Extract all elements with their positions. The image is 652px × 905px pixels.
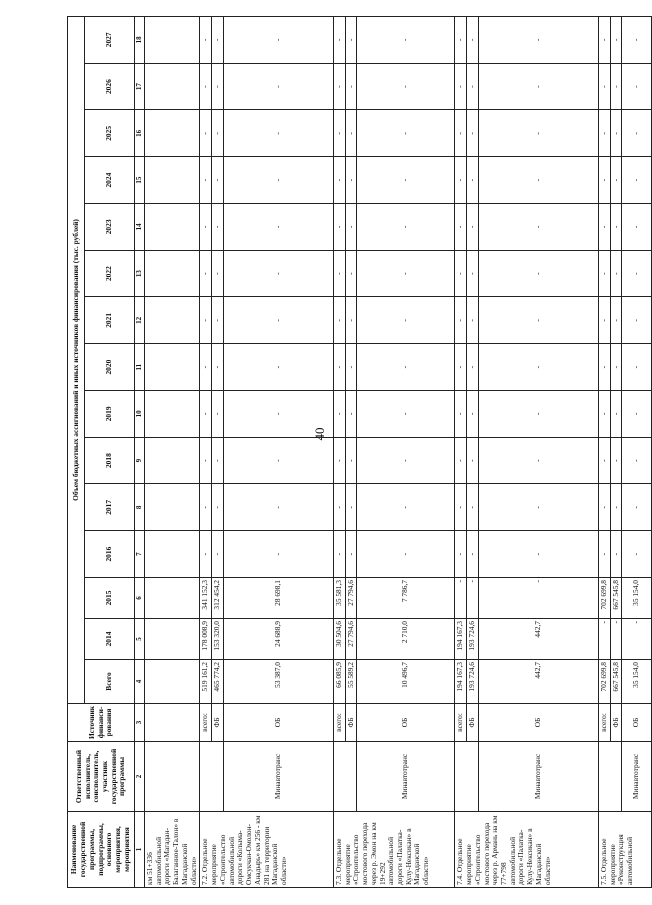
total-cell: 53 387,0 [223, 660, 333, 704]
year-2014-cell: - [622, 619, 652, 660]
executor-name: Минавтотранс [357, 742, 455, 812]
year-cell: - [200, 484, 212, 531]
year-cell: - [478, 484, 598, 531]
year-cell: - [622, 484, 652, 531]
year-2015-cell: 27 794,6 [345, 578, 357, 619]
financing-row [455, 16, 467, 887]
column-number: 5 [135, 619, 145, 660]
year-cell: - [212, 437, 224, 484]
year-cell: - [333, 157, 345, 204]
year-2015-cell: - [478, 578, 598, 619]
year-cell: - [455, 110, 467, 157]
year-cell: - [223, 437, 333, 484]
year-cell: - [200, 391, 212, 438]
column-number: 9 [135, 437, 145, 484]
year-cell: - [622, 157, 652, 204]
year-2014-cell: 194 167,3 [455, 619, 467, 660]
year-cell: - [357, 110, 455, 157]
continuation-row [145, 16, 200, 887]
financing-row [478, 16, 598, 887]
year-2014-cell: 30 504,6 [333, 619, 345, 660]
year-cell: - [598, 344, 610, 391]
year-cell: - [622, 391, 652, 438]
year-cell: - [598, 16, 610, 63]
source-cell: ФБ [610, 704, 622, 742]
year-cell: - [212, 484, 224, 531]
year-cell: - [622, 531, 652, 578]
column-number: 3 [135, 704, 145, 742]
year-cell: - [357, 16, 455, 63]
year-cell: - [455, 204, 467, 251]
financing-row [223, 16, 333, 887]
column-number: 16 [135, 110, 145, 157]
executor-name: Минавтотранс [622, 742, 652, 812]
year-cell: - [223, 63, 333, 110]
year-cell: - [610, 484, 622, 531]
year-cell: - [357, 344, 455, 391]
total-cell: 667 545,8 [610, 660, 622, 704]
year-cell: - [200, 157, 212, 204]
header-year: 2017 [84, 484, 134, 531]
year-cell: - [223, 157, 333, 204]
year-cell: - [598, 531, 610, 578]
year-cell: - [598, 204, 610, 251]
year-cell: - [598, 484, 610, 531]
header-name: Наименование государственной программы, подпрограммы, основного мероприятия, мероприятия [68, 812, 135, 888]
year-cell: - [622, 344, 652, 391]
rotated-table-frame [67, 16, 641, 888]
source-cell: ФБ [212, 704, 224, 742]
year-cell: - [357, 297, 455, 344]
year-cell: - [223, 297, 333, 344]
column-number-row [135, 16, 145, 887]
year-cell: - [357, 437, 455, 484]
header-year: 2023 [84, 204, 134, 251]
year-cell: - [200, 297, 212, 344]
year-cell: - [622, 204, 652, 251]
year-cell: - [345, 297, 357, 344]
year-cell: - [200, 250, 212, 297]
header-year: 2025 [84, 110, 134, 157]
year-cell: - [223, 250, 333, 297]
column-number: 11 [135, 344, 145, 391]
year-cell: - [212, 16, 224, 63]
source-cell: всего: [598, 704, 610, 742]
year-cell: - [345, 391, 357, 438]
column-number: 7 [135, 531, 145, 578]
header-year: 2021 [84, 297, 134, 344]
year-cell: - [598, 110, 610, 157]
year-cell: - [598, 63, 610, 110]
executor-cell [200, 742, 223, 812]
year-cell: - [478, 531, 598, 578]
column-number: 2 [135, 742, 145, 812]
year-cell: - [467, 437, 479, 484]
year-cell: - [333, 437, 345, 484]
year-cell: - [223, 204, 333, 251]
year-cell: - [598, 297, 610, 344]
year-cell: - [598, 250, 610, 297]
year-2015-cell: 7 786,7 [357, 578, 455, 619]
year-2014-cell: 193 724,6 [467, 619, 479, 660]
year-cell: - [333, 204, 345, 251]
year-cell: - [455, 250, 467, 297]
column-number: 15 [135, 157, 145, 204]
year-cell: - [212, 204, 224, 251]
header-executor: Ответственный исполнитель, соисполнитель, участник государственной программы [68, 742, 135, 812]
year-cell: - [598, 157, 610, 204]
header-year: 2019 [84, 391, 134, 438]
year-cell: - [467, 157, 479, 204]
year-cell: - [345, 437, 357, 484]
year-cell: - [478, 437, 598, 484]
year-cell: - [357, 531, 455, 578]
source-cell: всего: [455, 704, 467, 742]
year-cell: - [357, 204, 455, 251]
year-2015-cell: 702 699,8 [598, 578, 610, 619]
total-cell: 55 589,2 [345, 660, 357, 704]
year-cell: - [357, 157, 455, 204]
executor-name: Минавтотранс [478, 742, 598, 812]
year-cell: - [333, 63, 345, 110]
header-year: 2027 [84, 16, 134, 63]
source-cell: всего: [200, 704, 212, 742]
year-cell: - [467, 391, 479, 438]
year-cell: - [345, 110, 357, 157]
column-number: 1 [135, 812, 145, 888]
column-number: 12 [135, 297, 145, 344]
year-cell: - [598, 437, 610, 484]
year-cell: - [357, 391, 455, 438]
year-cell: - [357, 63, 455, 110]
total-cell: 35 154,0 [622, 660, 652, 704]
year-cell: - [223, 16, 333, 63]
year-2015-cell: 35 581,3 [333, 578, 345, 619]
financing-table [67, 16, 652, 888]
year-cell: - [467, 531, 479, 578]
year-cell: - [345, 157, 357, 204]
year-cell: - [622, 297, 652, 344]
total-cell: 193 724,6 [467, 660, 479, 704]
header-year: 2024 [84, 157, 134, 204]
year-cell: - [345, 344, 357, 391]
year-cell: - [212, 344, 224, 391]
year-cell: - [455, 391, 467, 438]
year-cell: - [345, 16, 357, 63]
year-cell: - [212, 250, 224, 297]
year-cell: - [200, 63, 212, 110]
financing-row [357, 16, 455, 887]
measure-name: 7.4. Отдельное мероприятие «Строительство мостового перехода через р. Армань на км 77+798 автомобильной дороги «Палатка-Кулу-Нексикан» в Магаданской области» [455, 812, 598, 888]
year-cell: - [467, 250, 479, 297]
year-2015-cell: 35 154,0 [622, 578, 652, 619]
year-cell: - [212, 63, 224, 110]
year-cell: - [333, 531, 345, 578]
year-2014-cell: 27 794,6 [345, 619, 357, 660]
year-cell: - [345, 63, 357, 110]
year-cell: - [455, 531, 467, 578]
year-cell: - [467, 63, 479, 110]
measure-name: 7.2. Отдельное мероприятие «Строительство автомобильной дороги «Колыма-Омсукчан-Омолон-Анадырь» км 256 - км 281 на территории Магаданской области» [200, 812, 333, 888]
column-number: 17 [135, 63, 145, 110]
financing-row [622, 16, 652, 887]
year-cell: - [478, 250, 598, 297]
column-number: 8 [135, 484, 145, 531]
year-cell: - [610, 344, 622, 391]
year-cell: - [333, 16, 345, 63]
year-cell: - [478, 157, 598, 204]
year-2014-cell: 178 008,9 [200, 619, 212, 660]
source-cell: всего: [333, 704, 345, 742]
financing-row [200, 16, 212, 887]
table-body [145, 16, 652, 887]
total-cell: 519 161,2 [200, 660, 212, 704]
year-cell: - [610, 204, 622, 251]
rotated-table-content [67, 16, 641, 888]
year-cell: - [478, 110, 598, 157]
year-cell: - [455, 16, 467, 63]
year-cell: - [212, 110, 224, 157]
measure-name: 7.5. Отдельное мероприятие «Реконструкция автомобильной [598, 812, 651, 888]
year-cell: - [333, 484, 345, 531]
year-cell: - [345, 484, 357, 531]
year-cell: - [610, 250, 622, 297]
source-cell: ОБ [622, 704, 652, 742]
column-number: 18 [135, 16, 145, 63]
year-2014-cell: 153 320,0 [212, 619, 224, 660]
executor-name: Минавтотранс [223, 742, 333, 812]
total-cell: 194 167,3 [455, 660, 467, 704]
measure-name: 7.3. Отдельное мероприятие «Строительство мостового перехода через р. Эмон на км 19+292 автомобильной дороги «Палатка-Кулу-Нексикан» в Магаданской области» [333, 812, 454, 888]
year-2014-cell: 24 688,9 [223, 619, 333, 660]
year-2014-cell: 442,7 [478, 619, 598, 660]
year-cell: - [467, 297, 479, 344]
year-cell: - [467, 204, 479, 251]
year-cell: - [467, 484, 479, 531]
column-number: 4 [135, 660, 145, 704]
year-cell: - [357, 484, 455, 531]
header-year: 2026 [84, 63, 134, 110]
year-2014-cell: - [598, 619, 610, 660]
total-cell: 702 699,8 [598, 660, 610, 704]
source-cell: ОБ [357, 704, 455, 742]
column-number: 10 [135, 391, 145, 438]
year-cell: - [333, 250, 345, 297]
year-cell: - [223, 344, 333, 391]
year-cell: - [212, 531, 224, 578]
year-cell: - [622, 250, 652, 297]
year-2015-cell: - [467, 578, 479, 619]
year-cell: - [345, 204, 357, 251]
financing-row [333, 16, 345, 887]
year-cell: - [223, 391, 333, 438]
year-cell: - [223, 110, 333, 157]
year-cell: - [200, 531, 212, 578]
year-cell: - [610, 16, 622, 63]
year-cell: - [455, 437, 467, 484]
source-cell: ФБ [467, 704, 479, 742]
year-cell: - [200, 110, 212, 157]
year-cell: - [478, 63, 598, 110]
source-cell: ФБ [345, 704, 357, 742]
column-number: 13 [135, 250, 145, 297]
year-cell: - [610, 157, 622, 204]
year-cell: - [610, 63, 622, 110]
year-cell: - [610, 110, 622, 157]
year-cell: - [200, 437, 212, 484]
year-cell: - [622, 110, 652, 157]
source-cell: ОБ [223, 704, 333, 742]
year-cell: - [467, 110, 479, 157]
year-cell: - [622, 63, 652, 110]
year-cell: - [357, 250, 455, 297]
header-year: 2015 [84, 578, 134, 619]
column-number: 14 [135, 204, 145, 251]
year-cell: - [622, 16, 652, 63]
year-cell: - [200, 16, 212, 63]
header-year: 2014 [84, 619, 134, 660]
year-cell: - [478, 344, 598, 391]
year-cell: - [455, 484, 467, 531]
year-cell: - [212, 391, 224, 438]
year-cell: - [223, 484, 333, 531]
total-cell: 465 774,2 [212, 660, 224, 704]
year-cell: - [212, 157, 224, 204]
total-cell: 66 085,9 [333, 660, 345, 704]
year-2015-cell: 28 698,1 [223, 578, 333, 619]
continuation-text: км 51+336 автомобильной дороги «Магадан-Балаганное-Талон» в Магаданской области» [145, 812, 200, 888]
year-2014-cell: 2 710,0 [357, 619, 455, 660]
year-cell: - [478, 16, 598, 63]
total-cell: 442,7 [478, 660, 598, 704]
year-cell: - [200, 204, 212, 251]
year-cell: - [223, 531, 333, 578]
year-2015-cell: 667 545,8 [610, 578, 622, 619]
year-cell: - [333, 391, 345, 438]
year-cell: - [200, 344, 212, 391]
year-cell: - [455, 63, 467, 110]
header-group-title: Объем бюджетных ассигнований и иных источников финансирования (тыс. рублей) [68, 16, 85, 703]
source-cell: ОБ [478, 704, 598, 742]
year-cell: - [455, 157, 467, 204]
year-cell: - [455, 297, 467, 344]
year-cell: - [610, 391, 622, 438]
header-year: 2016 [84, 531, 134, 578]
year-2014-cell: - [610, 619, 622, 660]
year-cell: - [598, 391, 610, 438]
year-cell: - [467, 16, 479, 63]
total-cell: 10 496,7 [357, 660, 455, 704]
year-cell: - [345, 531, 357, 578]
year-cell: - [333, 344, 345, 391]
page-number: 40 [312, 427, 327, 441]
header-source: Источник финанси-рования [68, 704, 135, 742]
executor-cell [333, 742, 356, 812]
year-2015-cell: - [455, 578, 467, 619]
year-cell: - [478, 204, 598, 251]
year-cell: - [333, 297, 345, 344]
header-year: 2018 [84, 437, 134, 484]
financing-row [598, 16, 610, 887]
year-cell: - [622, 437, 652, 484]
header-year: 2020 [84, 344, 134, 391]
year-cell: - [345, 250, 357, 297]
executor-cell [598, 742, 621, 812]
year-cell: - [610, 531, 622, 578]
year-cell: - [455, 344, 467, 391]
year-cell: - [478, 391, 598, 438]
year-cell: - [467, 344, 479, 391]
year-cell: - [333, 110, 345, 157]
year-cell: - [610, 297, 622, 344]
year-cell: - [610, 437, 622, 484]
header-total: Всего [84, 660, 134, 704]
executor-cell [455, 742, 478, 812]
year-cell: - [212, 297, 224, 344]
year-cell: - [478, 297, 598, 344]
header-year: 2022 [84, 250, 134, 297]
year-2015-cell: 312 454,2 [212, 578, 224, 619]
year-2015-cell: 341 152,3 [200, 578, 212, 619]
column-number: 6 [135, 578, 145, 619]
